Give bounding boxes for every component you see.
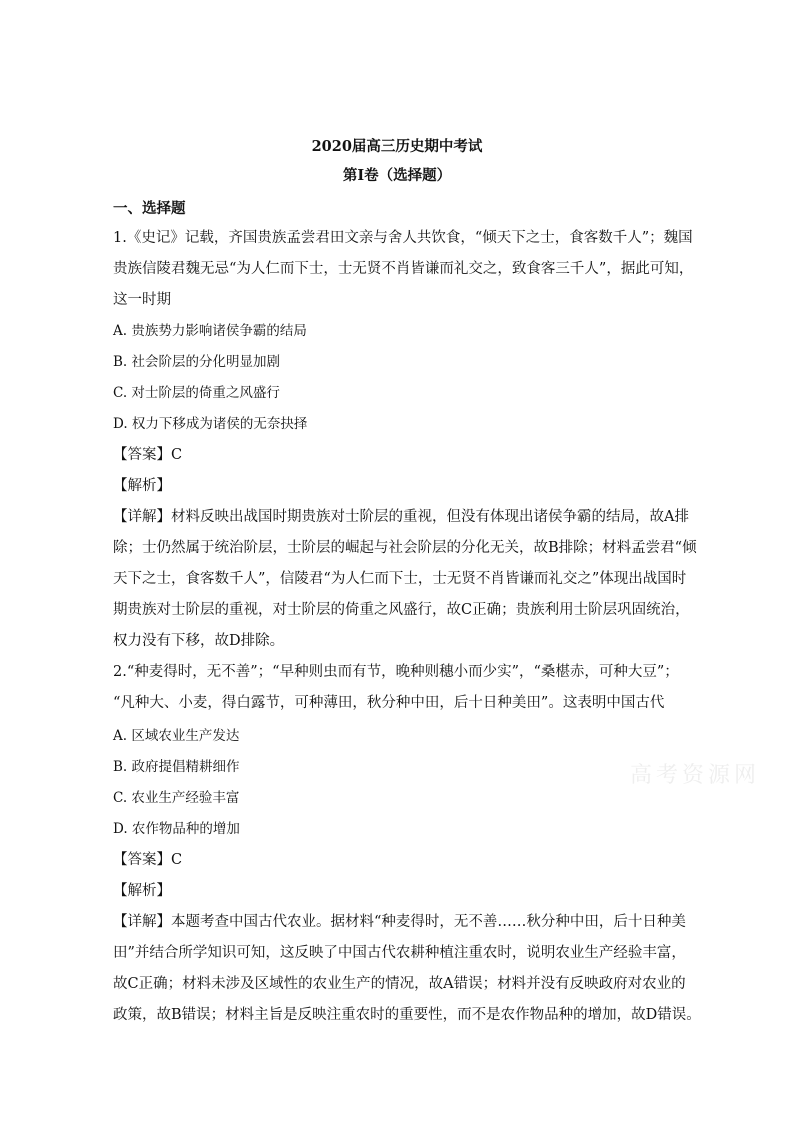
q1-stem-line-3: 这一时期 (113, 292, 171, 308)
exam-title: 2020届高三历史期中考试 (311, 138, 483, 155)
q2-detail-line-3: 故C正确；材料未涉及区域性的农业生产的情况，故A错误；材料并没有反映政府对农业的 (113, 976, 686, 992)
q1-stem-line-1: 1.《史记》记载，齐国贵族孟尝君田文亲与舍人共饮食，“倾天下之士，食客数千人”；魏国 (113, 230, 693, 246)
watermark: 高考资源网 (630, 763, 761, 788)
q1-option-d: D. 权力下移成为诸侯的无奈抉择 (113, 416, 308, 432)
section-heading: 一、选择题 (113, 200, 186, 217)
q2-analysis-label: 【解析】 (113, 883, 171, 899)
q1-option-a: A. 贵族势力影响诸侯争霸的结局 (113, 323, 307, 339)
q1-option-c: C. 对士阶层的倚重之风盛行 (113, 385, 280, 401)
q2-detail-line-4: 政策，故B错误；材料主旨是反映注重农时的重要性，而不是农作物品种的增加，故D错误。 (113, 1007, 701, 1023)
q2-detail-line-1: 【详解】本题考查中国古代农业。据材料“种麦得时，无不善……秋分种中田，后十日种美 (113, 914, 686, 930)
q2-detail-line-2: 田”并结合所学知识可知，这反映了中国古代农耕种植注重农时，说明农业生产经验丰富， (113, 945, 686, 961)
exam-subtitle: 第Ⅰ卷（选择题） (342, 167, 452, 184)
q1-detail-line-2: 除；士仍然属于统治阶层，士阶层的崛起与社会阶层的分化无关，故B排除；材料孟尝君“倾 (113, 540, 697, 556)
q1-detail-line-3: 天下之士，食客数千人”，信陵君“为人仁而下士，士无贤不肖皆谦而礼交之”体现出战国时 (113, 571, 687, 587)
q1-answer: 【答案】C (113, 447, 183, 463)
q1-detail-line-1: 【详解】材料反映出战国时期贵族对士阶层的重视，但没有体现出诸侯争霸的结局，故A排 (113, 509, 689, 525)
q2-option-d: D. 农作物品种的增加 (113, 821, 240, 837)
q2-answer: 【答案】C (113, 852, 183, 868)
q1-option-b: B. 社会阶层的分化明显加剧 (113, 354, 281, 370)
q1-analysis-label: 【解析】 (113, 478, 171, 494)
q1-detail-line-5: 权力没有下移，故D排除。 (113, 633, 285, 649)
q2-option-b: B. 政府提倡精耕细作 (113, 759, 240, 775)
q2-option-c: C. 农业生产经验丰富 (113, 790, 240, 806)
q1-stem-line-2: 贵族信陵君魏无忌“为人仁而下士，士无贤不肖皆谦而礼交之，致食客三千人”，据此可知， (113, 261, 694, 277)
q2-option-a: A. 区域农业生产发达 (113, 728, 240, 744)
q2-stem-line-2: “凡种大、小麦，得白露节，可种薄田，秋分种中田，后十日种美田”。这表明中国古代 (113, 695, 665, 711)
q2-stem-line-1: 2.“种麦得时，无不善”；“早种则虫而有节，晚种则穗小而少实”，“桑椹赤，可种大豆”； (113, 664, 679, 680)
q1-detail-line-4: 期贵族对士阶层的重视，对士阶层的倚重之风盛行，故C正确；贵族利用士阶层巩固统治， (113, 602, 690, 618)
